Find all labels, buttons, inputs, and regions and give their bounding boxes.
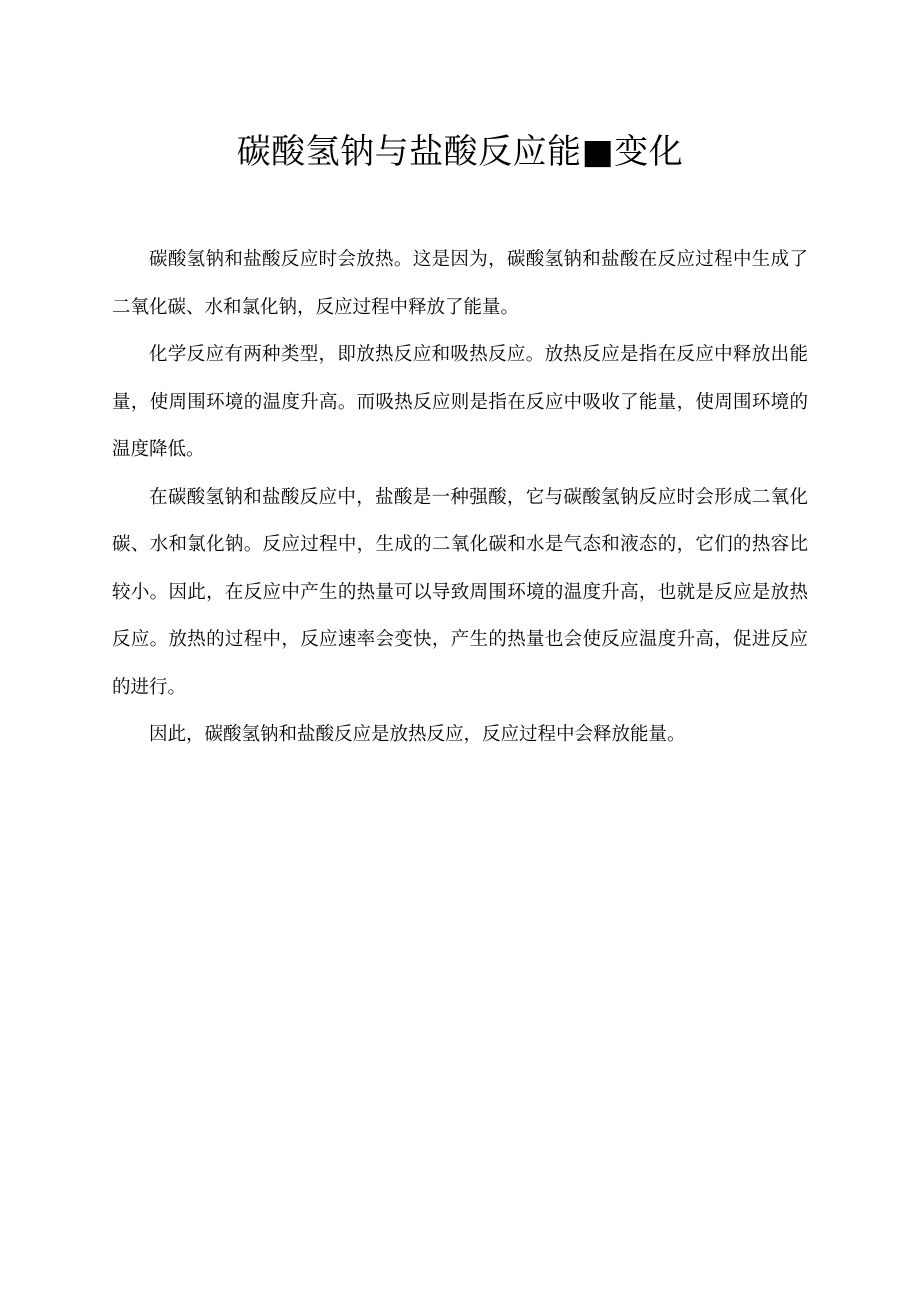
paragraph-4: 因此，碳酸氢钠和盐酸反应是放热反应，反应过程中会释放能量。 [149, 724, 686, 745]
paragraph-3: 在碳酸氢钠和盐酸反应中，盐酸是一种强酸，它与碳酸氢钠反应时会形成二氧化碳、水和氯化钠。反应过程中，生成的二氧化碳和水是气态和液态的，它们的热容比较小。因此，在反应中产生的热量可以导致周围环境的温度升高，也就是反应是放热反应。放热的过程中，反应速率会变快，产生的热量也会使反应温度升高，促进反应的进行。 [112, 486, 808, 698]
document-body [112, 236, 808, 759]
paragraph-2: 化学反应有两种类型，即放热反应和吸热反应。放热反应是指在反应中释放出能量，使周围环境的温度升高。而吸热反应则是指在反应中吸收了能量，使周围环境的温度降低。 [112, 344, 808, 460]
document-title: 碳酸氢钠与盐酸反应能■变化 [236, 132, 684, 172]
paragraph-1: 碳酸氢钠和盐酸反应时会放热。这是因为，碳酸氢钠和盐酸在反应过程中生成了二氧化碳、水和氯化钠，反应过程中释放了能量。 [112, 249, 808, 318]
